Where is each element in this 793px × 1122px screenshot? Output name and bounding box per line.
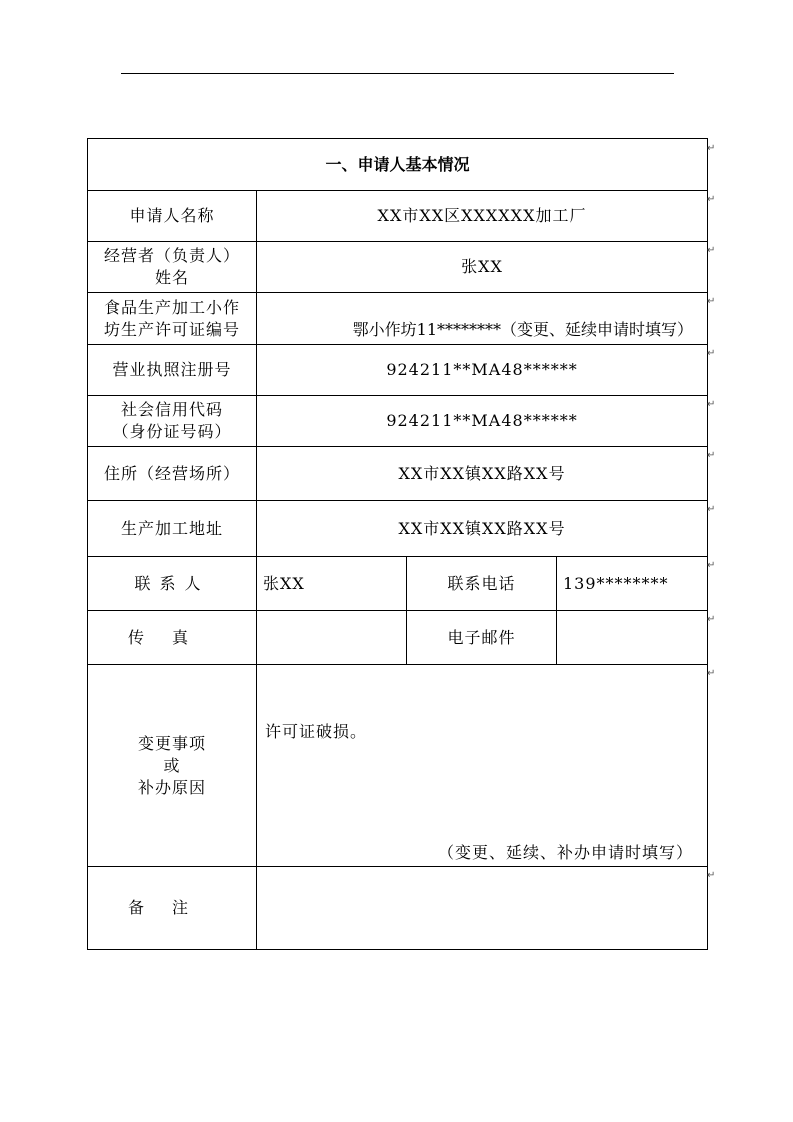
credit-code-label-line1: 社会信用代码 [120, 400, 223, 419]
change-reason-note: （变更、延续、补办申请时填写） [438, 843, 694, 862]
residence-value[interactable]: XX市XX镇XX路XX号 [257, 447, 708, 501]
business-license-value[interactable]: 924211**MA48****** [257, 345, 708, 396]
paragraph-mark-icon: ↵ [707, 614, 716, 625]
remarks-value[interactable] [257, 867, 708, 950]
fax-label: 传真 [88, 611, 257, 665]
paragraph-mark-icon: ↵ [707, 870, 716, 881]
paragraph-mark-icon: ↵ [707, 348, 716, 359]
change-reason-label-line2: 或 [163, 755, 181, 775]
remarks-label: 备注 [88, 867, 257, 950]
credit-code-value[interactable]: 924211**MA48****** [257, 396, 708, 447]
paragraph-mark-icon: ↵ [707, 504, 716, 515]
production-address-row [88, 501, 708, 557]
applicant-name-label: 申请人名称 [88, 191, 257, 242]
section-title-row [88, 139, 708, 191]
phone-value[interactable]: 139******** [557, 557, 708, 611]
change-reason-cell[interactable] [257, 665, 708, 867]
paragraph-mark-icon: ↵ [707, 245, 716, 256]
paragraph-mark-icon: ↵ [707, 450, 716, 461]
credit-code-label-line2: （身份证号码） [112, 422, 232, 441]
paragraph-mark-icon: ↵ [707, 143, 716, 154]
paragraph-mark-icon: ↵ [707, 194, 716, 205]
paragraph-mark-icon: ↵ [707, 296, 716, 307]
email-value[interactable] [557, 611, 708, 665]
paragraph-mark-icon: ↵ [707, 399, 716, 410]
contact-label: 联系人 [88, 557, 257, 611]
operator-name-label [88, 242, 257, 293]
credit-code-label [88, 396, 257, 447]
email-label: 电子邮件 [407, 611, 557, 665]
change-reason-label [88, 665, 257, 867]
license-number-label [88, 293, 257, 345]
applicant-info-table [87, 138, 708, 950]
applicant-name-value[interactable]: XX市XX区XXXXXX加工厂 [257, 191, 708, 242]
operator-name-value[interactable]: 张XX [257, 242, 708, 293]
change-reason-row [88, 665, 708, 867]
license-number-label-line2: 坊生产许可证编号 [103, 319, 240, 339]
fax-row [88, 611, 708, 665]
remarks-row [88, 867, 708, 950]
residence-label: 住所（经营场所） [88, 447, 257, 501]
production-address-label: 生产加工地址 [88, 501, 257, 557]
operator-name-label-line1: 经营者（负责人） [103, 246, 240, 265]
business-license-label: 营业执照注册号 [88, 345, 257, 396]
license-number-row [88, 293, 708, 345]
production-address-value[interactable]: XX市XX镇XX路XX号 [257, 501, 708, 557]
section-title: 一、申请人基本情况 [88, 139, 708, 191]
operator-name-row [88, 242, 708, 293]
contact-value[interactable]: 张XX [257, 557, 407, 611]
applicant-name-row [88, 191, 708, 242]
fax-value[interactable] [257, 611, 407, 665]
residence-row [88, 447, 708, 501]
change-reason-label-line3: 补办原因 [137, 777, 206, 797]
credit-code-row [88, 396, 708, 447]
header-rule [121, 73, 674, 74]
change-reason-label-line1: 变更事项 [137, 733, 206, 753]
business-license-row [88, 345, 708, 396]
paragraph-mark-icon: ↵ [707, 560, 716, 571]
change-reason-value[interactable]: 许可证破损。 [265, 722, 368, 741]
paragraph-mark-icon: ↵ [707, 668, 716, 679]
operator-name-label-line2: 姓名 [154, 268, 189, 287]
license-number-value[interactable]: 鄂小作坊11********（变更、延续申请时填写） [257, 293, 708, 345]
license-number-label-line1: 食品生产加工小作 [103, 297, 240, 317]
contact-row [88, 557, 708, 611]
phone-label: 联系电话 [407, 557, 557, 611]
